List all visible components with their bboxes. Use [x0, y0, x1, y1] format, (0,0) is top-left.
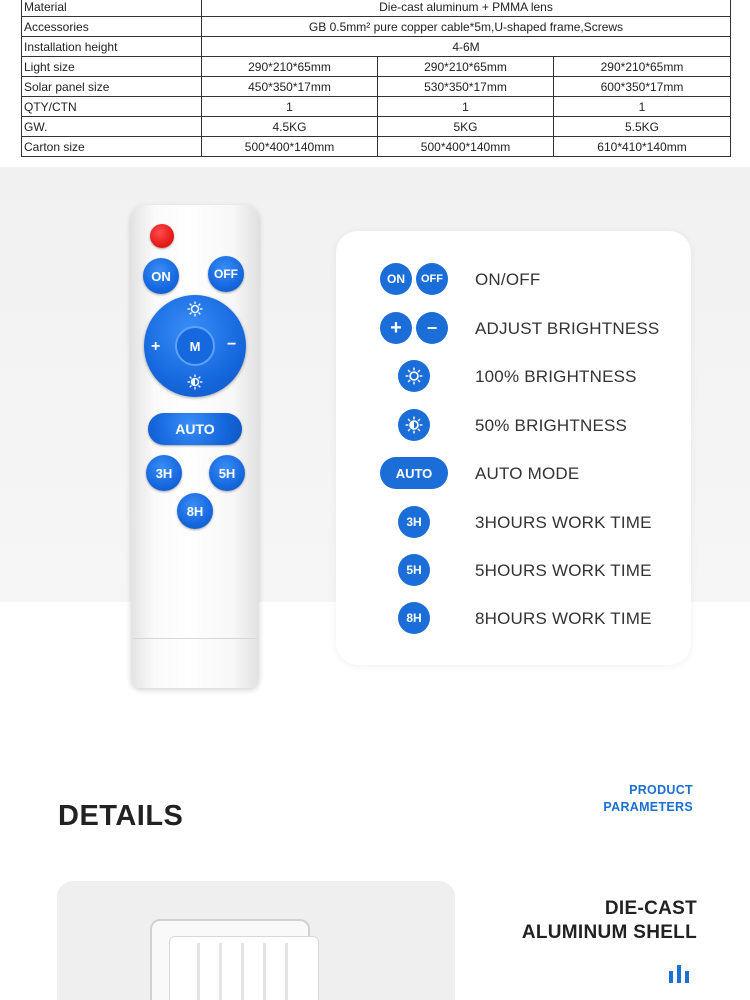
- spec-row-value: 290*210*65mm: [202, 57, 378, 77]
- spec-row-value: 610*410*140mm: [554, 137, 731, 157]
- lamp-fin: [285, 943, 288, 1000]
- spec-row-value: 600*350*17mm: [554, 77, 731, 97]
- spec-table-wrapper: [21, 0, 730, 157]
- product-parameters-label: [603, 782, 693, 816]
- remote-control: [131, 205, 259, 688]
- sun-full-icon[interactable]: [187, 301, 203, 317]
- spec-row: [22, 137, 731, 157]
- legend-8h-icons: [379, 601, 449, 635]
- off-icon: OFF: [416, 263, 448, 295]
- remote-seam: [133, 638, 257, 639]
- remote-5h-button[interactable]: 5H: [209, 455, 245, 491]
- legend-row-auto: [336, 456, 691, 490]
- 8h-icon: 8H: [398, 602, 430, 634]
- product-parameters-line2: PARAMETERS: [603, 800, 693, 814]
- spec-row-label: Accessories: [22, 17, 202, 37]
- remote-on-button[interactable]: ON: [143, 258, 179, 294]
- spec-row-label: Installation height: [22, 37, 202, 57]
- spec-row-label: QTY/CTN: [22, 97, 202, 117]
- spec-row: [22, 97, 731, 117]
- spec-row-value: 1: [378, 97, 554, 117]
- legend-text: 100% BRIGHTNESS: [475, 367, 637, 386]
- remote-auto-button[interactable]: AUTO: [148, 413, 242, 445]
- legend-row-half-brightness: [336, 408, 691, 442]
- spec-row-value: 5.5KG: [554, 117, 731, 137]
- details-heading: DETAILS: [58, 800, 184, 832]
- product-image-card: [57, 881, 455, 1000]
- legend-text: 5HOURS WORK TIME: [475, 561, 652, 580]
- legend-text: ON/OFF: [475, 270, 541, 289]
- legend-text: 50% BRIGHTNESS: [475, 416, 628, 435]
- remote-minus-button[interactable]: −: [227, 336, 237, 353]
- legend-3h-icons: [379, 505, 449, 539]
- spec-row: [22, 0, 731, 17]
- remote-8h-button[interactable]: 8H: [177, 493, 213, 529]
- spec-row-label: Light size: [22, 57, 202, 77]
- legend-sun-full-icons: [379, 359, 449, 393]
- minus-icon: −: [416, 312, 448, 344]
- spec-row: [22, 117, 731, 137]
- sun-half-icon[interactable]: [187, 374, 203, 390]
- spec-row: [22, 77, 731, 97]
- spec-row-value: 290*210*65mm: [378, 57, 554, 77]
- remote-m-button[interactable]: M: [175, 326, 215, 366]
- legend-row-full-brightness: [336, 359, 691, 393]
- spec-row-value: 500*400*140mm: [378, 137, 554, 157]
- spec-table: [21, 0, 731, 157]
- spec-row-value: Die-cast aluminum + PMMA lens: [202, 0, 731, 17]
- legend-text: AUTO MODE: [475, 464, 580, 483]
- bar-decoration-icon: [669, 965, 693, 983]
- indicator-red-button: [150, 224, 174, 248]
- feature-heading-line2: ALUMINUM SHELL: [521, 922, 697, 943]
- spec-row: [22, 37, 731, 57]
- spec-row-label: Material: [22, 0, 202, 17]
- legend-text: 3HOURS WORK TIME: [475, 513, 652, 532]
- spec-row-value: 450*350*17mm: [202, 77, 378, 97]
- on-icon: ON: [380, 263, 412, 295]
- remote-off-button[interactable]: OFF: [208, 256, 244, 292]
- product-parameters-line1: PRODUCT: [629, 783, 693, 797]
- spec-row: [22, 17, 731, 37]
- spec-row: [22, 57, 731, 77]
- remote-brightness-dpad: [144, 295, 246, 397]
- spec-row-value: 290*210*65mm: [554, 57, 731, 77]
- spec-row-value: 500*400*140mm: [202, 137, 378, 157]
- plus-icon: +: [380, 312, 412, 344]
- auto-icon: AUTO: [380, 457, 448, 489]
- spec-row-value: 4-6M: [202, 37, 731, 57]
- spec-row-value: 5KG: [378, 117, 554, 137]
- feature-heading-line1: DIE-CAST: [604, 898, 697, 919]
- spec-row-label: Carton size: [22, 137, 202, 157]
- sun-half-icon: [398, 409, 430, 441]
- legend-row-8h: [336, 601, 691, 635]
- spec-row-value: 530*350*17mm: [378, 77, 554, 97]
- legend-5h-icons: [379, 553, 449, 587]
- legend-text: 8HOURS WORK TIME: [475, 609, 652, 628]
- legend-sun-half-icons: [379, 408, 449, 442]
- lamp-fin: [219, 943, 222, 1000]
- legend-row-brightness-adjust: [336, 311, 691, 345]
- spec-row-label: GW.: [22, 117, 202, 137]
- legend-on-off-icons: [379, 262, 449, 296]
- lamp-fin: [241, 943, 244, 1000]
- legend-plus-minus-icons: [379, 311, 449, 345]
- spec-row-value: 1: [202, 97, 378, 117]
- remote-plus-button[interactable]: +: [151, 338, 161, 355]
- legend-row-on-off: [336, 262, 691, 296]
- legend-row-3h: [336, 505, 691, 539]
- lamp-fin: [197, 943, 200, 1000]
- legend-text: ADJUST BRIGHTNESS: [475, 319, 660, 338]
- spec-row-label: Solar panel size: [22, 77, 202, 97]
- button-legend-card: [336, 231, 691, 665]
- feature-heading: [522, 897, 697, 945]
- 3h-icon: 3H: [398, 506, 430, 538]
- legend-auto-icons: [379, 456, 449, 490]
- spec-row-value: 4.5KG: [202, 117, 378, 137]
- spec-row-value: 1: [554, 97, 731, 117]
- lamp-body-image: [169, 936, 319, 1000]
- legend-row-5h: [336, 553, 691, 587]
- 5h-icon: 5H: [398, 554, 430, 586]
- remote-3h-button[interactable]: 3H: [146, 455, 182, 491]
- spec-row-value: GB 0.5mm² pure copper cable*5m,U-shaped frame,Screws: [202, 17, 731, 37]
- sun-full-icon: [398, 360, 430, 392]
- lamp-fin: [263, 943, 266, 1000]
